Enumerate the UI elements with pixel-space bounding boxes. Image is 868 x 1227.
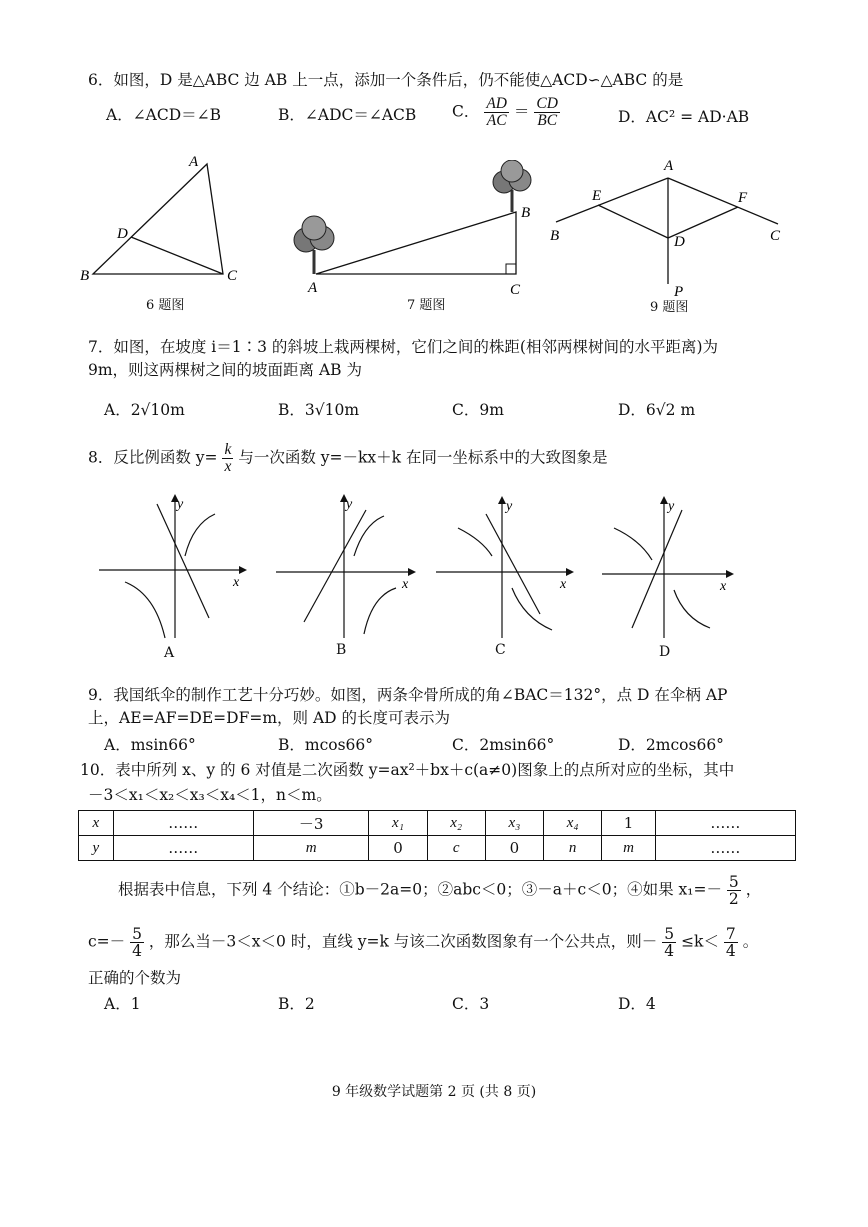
q10-value-table [78,810,796,861]
q8-graph-b [272,488,432,668]
q10-option-d: D．4 [618,995,656,1013]
q9-stem-line-2: 上，AE=AF=DE=DF=m，则 AD 的长度可表示为 [88,709,451,727]
table-cell: 0 [369,836,427,861]
table-cell: 0 [485,836,543,861]
label-f: F [738,190,748,206]
q10-stem-line-2: －3＜x₁＜x₂＜x₃＜x₄＜1，n＜m。 [88,786,332,804]
fraction-numerator: AD [486,95,507,112]
q10-period: 。 [742,932,759,951]
q6-option-c-fraction-2 [534,96,560,129]
figure-6-caption: 6 题图 [146,298,185,313]
label-c: C [770,228,781,244]
triangle-abc [93,164,223,274]
q8-graph-b-label: B [336,642,347,658]
page-footer: 9 年级数学试题第 2 页 (共 8 页) [331,1084,537,1100]
q8-graph-a [95,488,255,668]
x-axis-label: x [233,575,240,590]
q8-stem-suffix: 与一次函数 y=－kx＋k 在同一坐标系中的大致图象是 [238,448,608,467]
table-cell: n [544,836,602,861]
q10-question: 正确的个数为 [88,969,182,987]
table-cell: x [79,811,114,836]
q10-conclusions-comma: ， [745,880,762,899]
fraction-numerator: 5 [132,925,142,943]
figure-7-caption: 7 题图 [407,298,446,313]
hyperbola-branch [185,514,215,556]
q10-inequality-text: ≤k＜ [681,932,719,951]
fraction-denominator: 2 [728,890,739,908]
q10-conclusions-line-1 [118,874,761,907]
q8-graph-d [598,488,758,668]
q9-option-b: B．mcos66° [278,736,374,754]
hyperbola-branch [674,590,710,628]
hyperbola-branch [125,582,165,638]
label-a: A [664,158,674,174]
figure-9-umbrella [548,152,788,302]
q9-stem-line-1: 9．我国纸伞的制作工艺十分巧妙。如图，两条伞骨所成的角∠BAC＝132°，点 D 在伞柄 AP [88,686,728,704]
segment-ed [598,205,668,238]
fraction-denominator: AC [486,112,507,129]
fraction-numerator: k [224,441,232,458]
label-p: P [674,284,684,300]
linear-function-line [157,504,209,618]
fraction-denominator: 4 [664,942,675,960]
figure-7-slope [278,160,548,300]
tree-icon [294,216,334,274]
segment-ac [668,178,778,224]
q10-conclusions-text: 根据表中信息，下列 4 个结论：①b－2a=0；②abc＜0；③－a＋c＜0；④如果 x₁=－ [118,880,722,899]
q7-option-a: A．2√10m [104,401,185,419]
q9-option-d: D．2mcos66° [618,736,724,754]
q8-graph-a-label: A [164,645,175,661]
q6-option-c [452,96,560,129]
x-axis-label: x [402,577,409,592]
q10-fraction-five-halves [727,874,741,907]
q6-option-b: B．∠ADC＝∠ACB [278,106,417,124]
table-cell: x₃ [485,811,543,836]
table-cell: 1 [602,811,656,836]
hyperbola-branch [458,528,492,556]
q7-option-b: B．3√10m [278,401,360,419]
hyperbola-branch [364,588,396,634]
fraction-denominator: 4 [132,942,142,960]
table-cell: －3 [253,811,369,836]
label-c: C [227,268,238,284]
slope-triangle [316,212,516,274]
q8-graph-c-label: C [495,642,506,658]
segment-cd [131,237,223,274]
hyperbola-branch [512,588,552,630]
q10-fraction-five-quarters-2 [662,926,676,959]
q8-graph-c [432,488,592,668]
table-cell: …… [655,811,795,836]
table-cell: …… [113,836,253,861]
table-cell: x₂ [427,811,485,836]
linear-function-line [486,514,540,614]
label-b: B [80,268,90,284]
right-angle-mark [506,264,516,274]
x-axis-label: x [560,577,567,592]
q10-fraction-five-quarters [130,926,144,959]
fraction-numerator: 5 [664,925,675,943]
q10-stem-line-1: 10．表中所列 x、y 的 6 对值是二次函数 y=ax²＋bx＋c(a≠0)图象上的点所对应的坐标，其中 [80,761,735,779]
fraction-denominator: x [224,458,232,475]
q7-option-c: C．9m [452,401,504,419]
q7-stem-line-2: 9m，则这两棵树之间的坡面距离 AB 为 [88,361,362,379]
q6-option-d: D．AC² = AD·AB [618,108,750,126]
label-d: D [674,234,685,250]
table-row-x [79,811,796,836]
fraction-numerator: CD [536,95,558,112]
q9-option-c: C．2msin66° [452,736,555,754]
label-a: A [189,154,199,170]
q8-fraction-k-over-x [222,442,233,475]
label-d: D [117,226,128,242]
table-cell: …… [113,811,253,836]
q10-option-a: A．1 [104,995,141,1013]
q10-conclusion-four-text: ，那么当－3＜x＜0 时，直线 y=k 与该二次函数图象有一个公共点，则－ [148,932,658,951]
hyperbola-branch [354,516,384,556]
x-axis-label: x [720,579,727,594]
equals-sign: ＝ [513,102,530,121]
figure-9-caption: 9 题图 [650,300,689,315]
table-cell: x₄ [544,811,602,836]
label-b: B [521,205,531,221]
linear-function-line [632,510,682,628]
q10-option-b: B．2 [278,995,315,1013]
table-cell: x₁ [369,811,427,836]
hyperbola-branch [614,528,652,560]
label-e: E [592,188,602,204]
label-a: A [308,280,318,296]
table-cell: y [79,836,114,861]
table-cell: m [602,836,656,861]
q8-stem-prefix: 8．反比例函数 y= [88,448,218,467]
fraction-numerator: 5 [728,873,739,891]
q10-c-equals: c=－ [88,932,126,951]
q7-option-d: D．6√2 m [618,401,696,419]
table-cell: …… [655,836,795,861]
fraction-denominator: 4 [725,942,736,960]
q7-stem-line-1: 7．如图，在坡度 i＝1∶3 的斜坡上栽两棵树，它们之间的株距(相邻两棵树间的水平距离)为 [88,338,718,356]
q9-option-a: A．msin66° [104,736,196,754]
y-axis-label: y [346,497,353,512]
label-c: C [510,282,521,298]
q6-option-a: A．∠ACD＝∠B [106,106,222,124]
table-cell: m [253,836,369,861]
label-b: B [550,228,560,244]
y-axis-label: y [177,497,184,512]
q6-option-c-fraction-1 [484,96,509,129]
q10-fraction-seven-quarters [724,926,738,959]
y-axis-label: y [668,499,675,514]
table-cell: c [427,836,485,861]
q10-option-c: C．3 [452,995,490,1013]
fraction-numerator: 7 [725,925,736,943]
linear-function-line [304,510,366,622]
q10-conclusions-line-2 [88,926,758,959]
q6-option-c-prefix: C． [452,102,480,121]
q8-stem [88,442,607,475]
figure-6-triangle [75,150,255,290]
q6-stem: 6．如图，D 是△ABC 边 AB 上一点，添加一个条件后，仍不能使△ACD∽△ABC 的是 [88,71,684,89]
fraction-denominator: BC [537,112,558,129]
table-row-y [79,836,796,861]
segment-ab [556,178,668,222]
q8-graph-d-label: D [659,644,671,660]
y-axis-label: y [506,499,513,514]
